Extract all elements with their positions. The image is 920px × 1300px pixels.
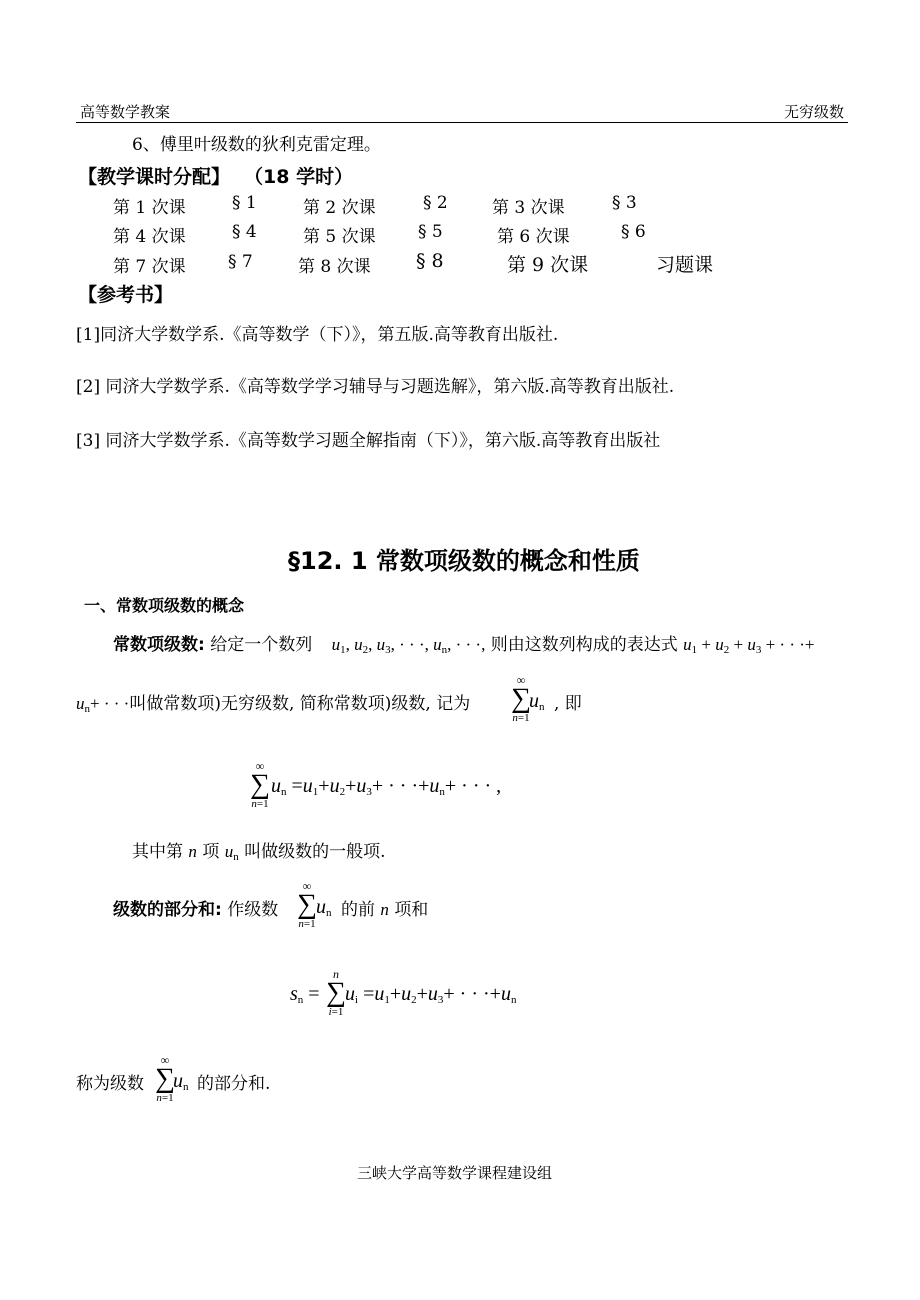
allocation-section: § 5 [418, 222, 443, 242]
partial-sum-line: 级数的部分和: 作级数 [113, 900, 279, 920]
allocation-lesson: 第 7 次课 [113, 257, 186, 277]
allocation-lesson: 第 3 次课 [492, 198, 565, 218]
partial-sum-lhs: $s_n$ = [290, 983, 320, 1006]
definition-term: 常数项级数: [113, 635, 205, 655]
partial-sum-closing: 称为级数 [76, 1074, 144, 1094]
allocation-lesson: 第 2 次课 [303, 198, 376, 218]
allocation-lesson: 第 5 次课 [303, 227, 376, 247]
allocation-lesson: 第 9 次课 [507, 254, 589, 276]
allocation-lesson: 第 1 次课 [113, 198, 186, 218]
definition-line-1: 常数项级数: 给定一个数列 $u_1$, $u_2$, $u_3$, · · ·, $u_n$, · · ·, 则由这数列构成的表达式 $u_1 + u_2 + u_3$ + · · ·+ [113, 635, 815, 656]
summation-symbol: n ∑ i=1 [326, 967, 346, 1018]
objective-item-6: 6、傅里叶级数的狄利克雷定理。 [132, 135, 381, 155]
reference-item: [1]同济大学数学系.《高等数学（下）》，第五版.高等教育出版社. [76, 325, 559, 345]
general-term-note: 其中第 n 项 $u_n$ 叫做级数的一般项. [132, 842, 386, 863]
series-term: $u_n$ [316, 896, 332, 919]
reference-item: [3] 同济大学数学系.《高等数学习题全解指南（下）》，第六版.高等教育出版社 [76, 431, 661, 451]
series-term: $u_n$ [529, 690, 545, 713]
summation-symbol: ∞ ∑ n=1 [511, 673, 531, 724]
references-heading: 【参考书】 [78, 284, 174, 306]
allocation-section: § 7 [228, 252, 253, 272]
allocation-section: § 1 [232, 193, 257, 213]
allocation-section: § 2 [423, 193, 448, 213]
allocation-section: § 3 [612, 193, 637, 213]
allocation-section: § 8 [416, 250, 444, 272]
allocation-section: § 6 [621, 222, 646, 242]
header-left: 高等数学教案 [80, 103, 171, 121]
summation-symbol: ∞ ∑ n=1 [297, 879, 317, 930]
partial-sum-line-end: 的前 n 项和 [341, 900, 429, 920]
header-right: 无穷级数 [783, 103, 844, 121]
header-rule [76, 122, 848, 123]
partial-sum-formula: $u_i =u_1+u_2+u_3+$ · · $\cdot+u_n$ [345, 983, 517, 1006]
allocation-lesson: 第 6 次课 [497, 227, 570, 247]
series-expansion-formula: $u_n =u_1+u_2+u_3+$ · · $\cdot+u_n+$ · · · , [271, 775, 502, 798]
section-title: §12. 1 常数项级数的概念和性质 [288, 547, 640, 575]
summation-symbol: ∞ ∑ n=1 [155, 1053, 175, 1104]
allocation-lesson: 第 4 次课 [113, 227, 186, 247]
subsection-heading: 一、常数项级数的概念 [84, 596, 245, 615]
allocation-lesson: 第 8 次课 [298, 257, 371, 277]
allocation-section: § 4 [232, 222, 257, 242]
summation-symbol: ∞ ∑ n=1 [250, 759, 270, 810]
allocation-exercise: 习题课 [656, 254, 714, 276]
allocation-heading: 【教学课时分配】 （18 学时） [78, 166, 354, 188]
definition-line-2-end: , 即 [554, 694, 582, 714]
page-footer: 三峡大学高等数学课程建设组 [357, 1164, 553, 1182]
reference-item: [2] 同济大学数学系.《高等数学学习辅导与习题选解》，第六版.高等教育出版社. [76, 377, 675, 397]
series-term: $u_n$ [173, 1070, 189, 1093]
definition-line-2: $u_n+$ · · ·叫做常数项)无穷级数, 简称常数项)级数, 记为 [76, 694, 471, 715]
partial-sum-closing-end: 的部分和. [197, 1074, 271, 1094]
